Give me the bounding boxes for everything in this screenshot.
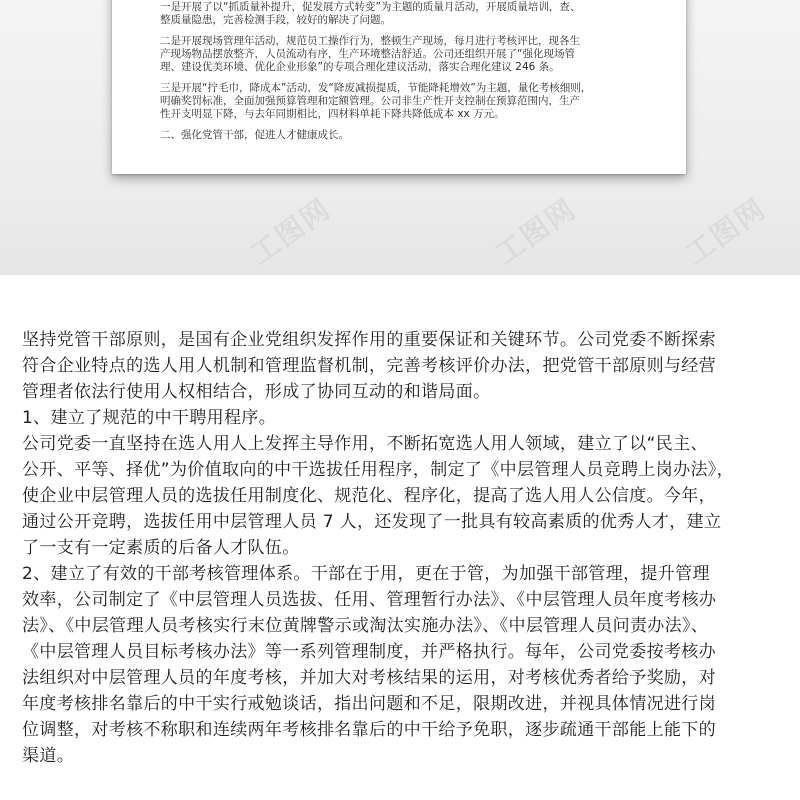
preview-line: 理、建设优美环境、优化企业形象”的专项合理化建议活动，落实合理化建议 246 条。 bbox=[160, 61, 560, 73]
preview-line: 明确奖罚标准，全面加强预算管理和定额管理。公司非生产性开支控制在预算范围内，生产 bbox=[160, 95, 580, 107]
body-line: 管理者依法行使用人权相结合，形成了协同互动的和谐局面。 bbox=[22, 382, 491, 402]
preview-line: 整质量隐患，完善检测手段，较好的解决了问题。 bbox=[160, 14, 391, 26]
preview-line: 二、强化党管干部，促进人才健康成长。 bbox=[160, 129, 349, 141]
body-line: 法》、《中层管理人员考核实行末位黄牌警示或淘汰实施办法》、《中层管理人员问责办法》、 bbox=[22, 616, 709, 636]
preview-line: 产现场物品摆放整齐，人员流动有序，生产环境整洁舒适。公司还组织开展了“强化现场管 bbox=[160, 48, 575, 60]
preview-line: 三是开展“拧毛巾，降成本”活动，发“降废减损提质，节能降耗增效”为主题，量化考核细则， bbox=[160, 82, 592, 94]
body-line: 公司党委一直坚持在选人用人上发挥主导作用，不断拓宽选人用人领域，建立了以“民主、 bbox=[22, 434, 708, 454]
watermark-text: 工图网 bbox=[244, 191, 338, 271]
watermark-text: 工图网 bbox=[679, 191, 773, 271]
document-preview-page bbox=[112, 0, 686, 174]
body-line: 效率，公司制定了《中层管理人员选拔、任用、管理暂行办法》、《中层管理人员年度考核办 bbox=[22, 590, 717, 610]
section-heading: 1、建立了规范的中干聘用程序。 bbox=[22, 408, 277, 428]
body-line: 坚持党管干部原则，是国有企业党组织发挥作用的重要保证和关键环节。公司党委不断探索 bbox=[22, 330, 716, 350]
watermark-text: 工图网 bbox=[489, 191, 583, 271]
body-line: 通过公开竞聘，选拔任用中层管理人员 7 人，还发现了一批具有较高素质的优秀人才，建立 bbox=[22, 512, 722, 532]
preview-line: 二是开展现场管理年活动，规范员工操作行为，整顿生产现场，每月进行考核评比，现各生 bbox=[160, 35, 580, 47]
body-line: 位调整，对考核不称职和连续两年考核排名靠后的中干给予免职，逐步疏通干部能上能下的 bbox=[22, 720, 716, 740]
body-line: 使企业中层管理人员的选拔任用制度化、规范化、程序化，提高了选人用人公信度。今年， bbox=[22, 486, 716, 506]
body-line: 公开、平等、择优”为价值取向的中干选拔任用程序，制定了《中层管理人员竞聘上岗办法》， bbox=[22, 460, 735, 480]
body-line: 法组织对中层管理人员的年度考核，并加大对考核结果的运用，对考核优秀者给予奖励，对 bbox=[22, 668, 716, 688]
body-line: 《中层管理人员目标考核办法》等一系列管理制度，并严格执行。每年，公司党委按考核办 bbox=[22, 642, 716, 662]
body-line: 了一支有一定素质的后备人才队伍。 bbox=[22, 538, 300, 558]
section-heading: 2、建立了有效的干部考核管理体系。干部在于用，更在于管，为加强干部管理，提升管理 bbox=[22, 564, 710, 584]
preview-line: 性开支明显下降，与去年同期相比，四材料单耗下降共降低成本 xx 万元。 bbox=[160, 108, 505, 120]
body-line: 符合企业特点的选人用人机制和管理监督机制，完善考核评价办法，把党管干部原则与经营 bbox=[22, 356, 716, 376]
preview-backdrop bbox=[0, 0, 800, 275]
body-line: 渠道。 bbox=[22, 746, 75, 766]
preview-line: 一是开展了以“抓质量补提升，促发展方式转变”为主题的质量月活动，开展质量培训，查、 bbox=[160, 1, 581, 13]
body-line: 年度考核排名靠后的中干实行戒勉谈话，指出问题和不足，限期改进，并视具体情况进行岗 bbox=[22, 694, 716, 714]
